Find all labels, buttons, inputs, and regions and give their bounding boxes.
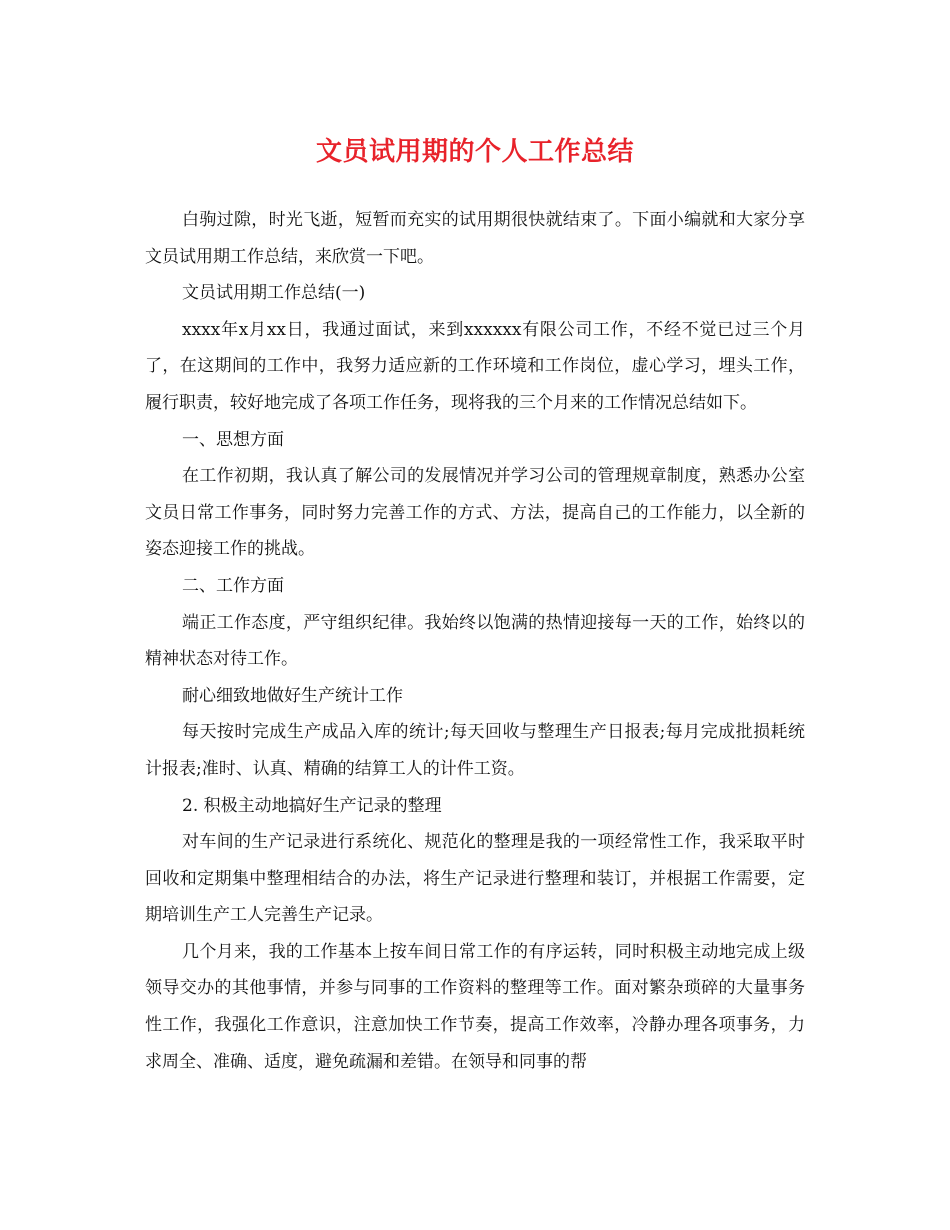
paragraph-records: 对车间的生产记录进行系统化、规范化的整理是我的一项经常性工作，我采取平时回收和定期集中整理相结合的办法，将生产记录进行整理和装订，并根据工作需要，定期培训生产工人完善生产记录。 — [145, 832, 805, 926]
document-title: 文员试用期的个人工作总结 — [315, 137, 634, 167]
paragraph-intro: 白驹过隙，时光飞逝，短暂而充实的试用期很快就结束了。下面小编就和大家分享文员试用期工作总结，来欣赏一下吧。 — [145, 210, 805, 267]
document-body — [145, 202, 805, 1080]
paragraph-months: 几个月来，我的工作基本上按车间日常工作的有序运转，同时积极主动地完成上级领导交办的其他事情，并参与同事的工作资料的整理等工作。面对繁杂琐碎的大量事务性工作，我强化工作意识，注意加快工作节奏，提高工作效率，冷静办理各项事务，力求周全、准确、适度，避免疏漏和差错。在领导和同事的帮 — [145, 941, 805, 1072]
subheading-statistics: 耐心细致地做好生产统计工作 — [182, 685, 403, 706]
section-heading-thought: 一、思想方面 — [182, 429, 284, 450]
paragraph-statistics: 每天按时完成生产成品入库的统计;每天回收与整理生产日报表;每月完成批损耗统计报表;准时、认真、精确的结算工人的计件工资。 — [145, 722, 805, 779]
paragraph-thought: 在工作初期，我认真了解公司的发展情况并学习公司的管理规章制度，熟悉办公室文员日常工作事务，同时努力完善工作的方式、方法，提高自己的工作能力，以全新的姿态迎接工作的挑战。 — [145, 466, 805, 560]
paragraph-overview: xxxx年x月xx日，我通过面试，来到xxxxxx有限公司工作，不经不觉已过三个月了，在这期间的工作中，我努力适应新的工作环境和工作岗位，虚心学习，埋头工作，履行职责，较好地完成了各项工作任务，现将我的三个月来的工作情况总结如下。 — [145, 319, 805, 413]
paragraph-attitude: 端正工作态度，严守组织纪律。我始终以饱满的热情迎接每一天的工作，始终以的精神状态对待工作。 — [145, 612, 805, 670]
subheading-records: 2. 积极主动地搞好生产记录的整理 — [182, 795, 442, 816]
section-heading-work: 二、工作方面 — [182, 575, 284, 596]
section-heading-summary-1: 文员试用期工作总结(一) — [182, 283, 366, 304]
